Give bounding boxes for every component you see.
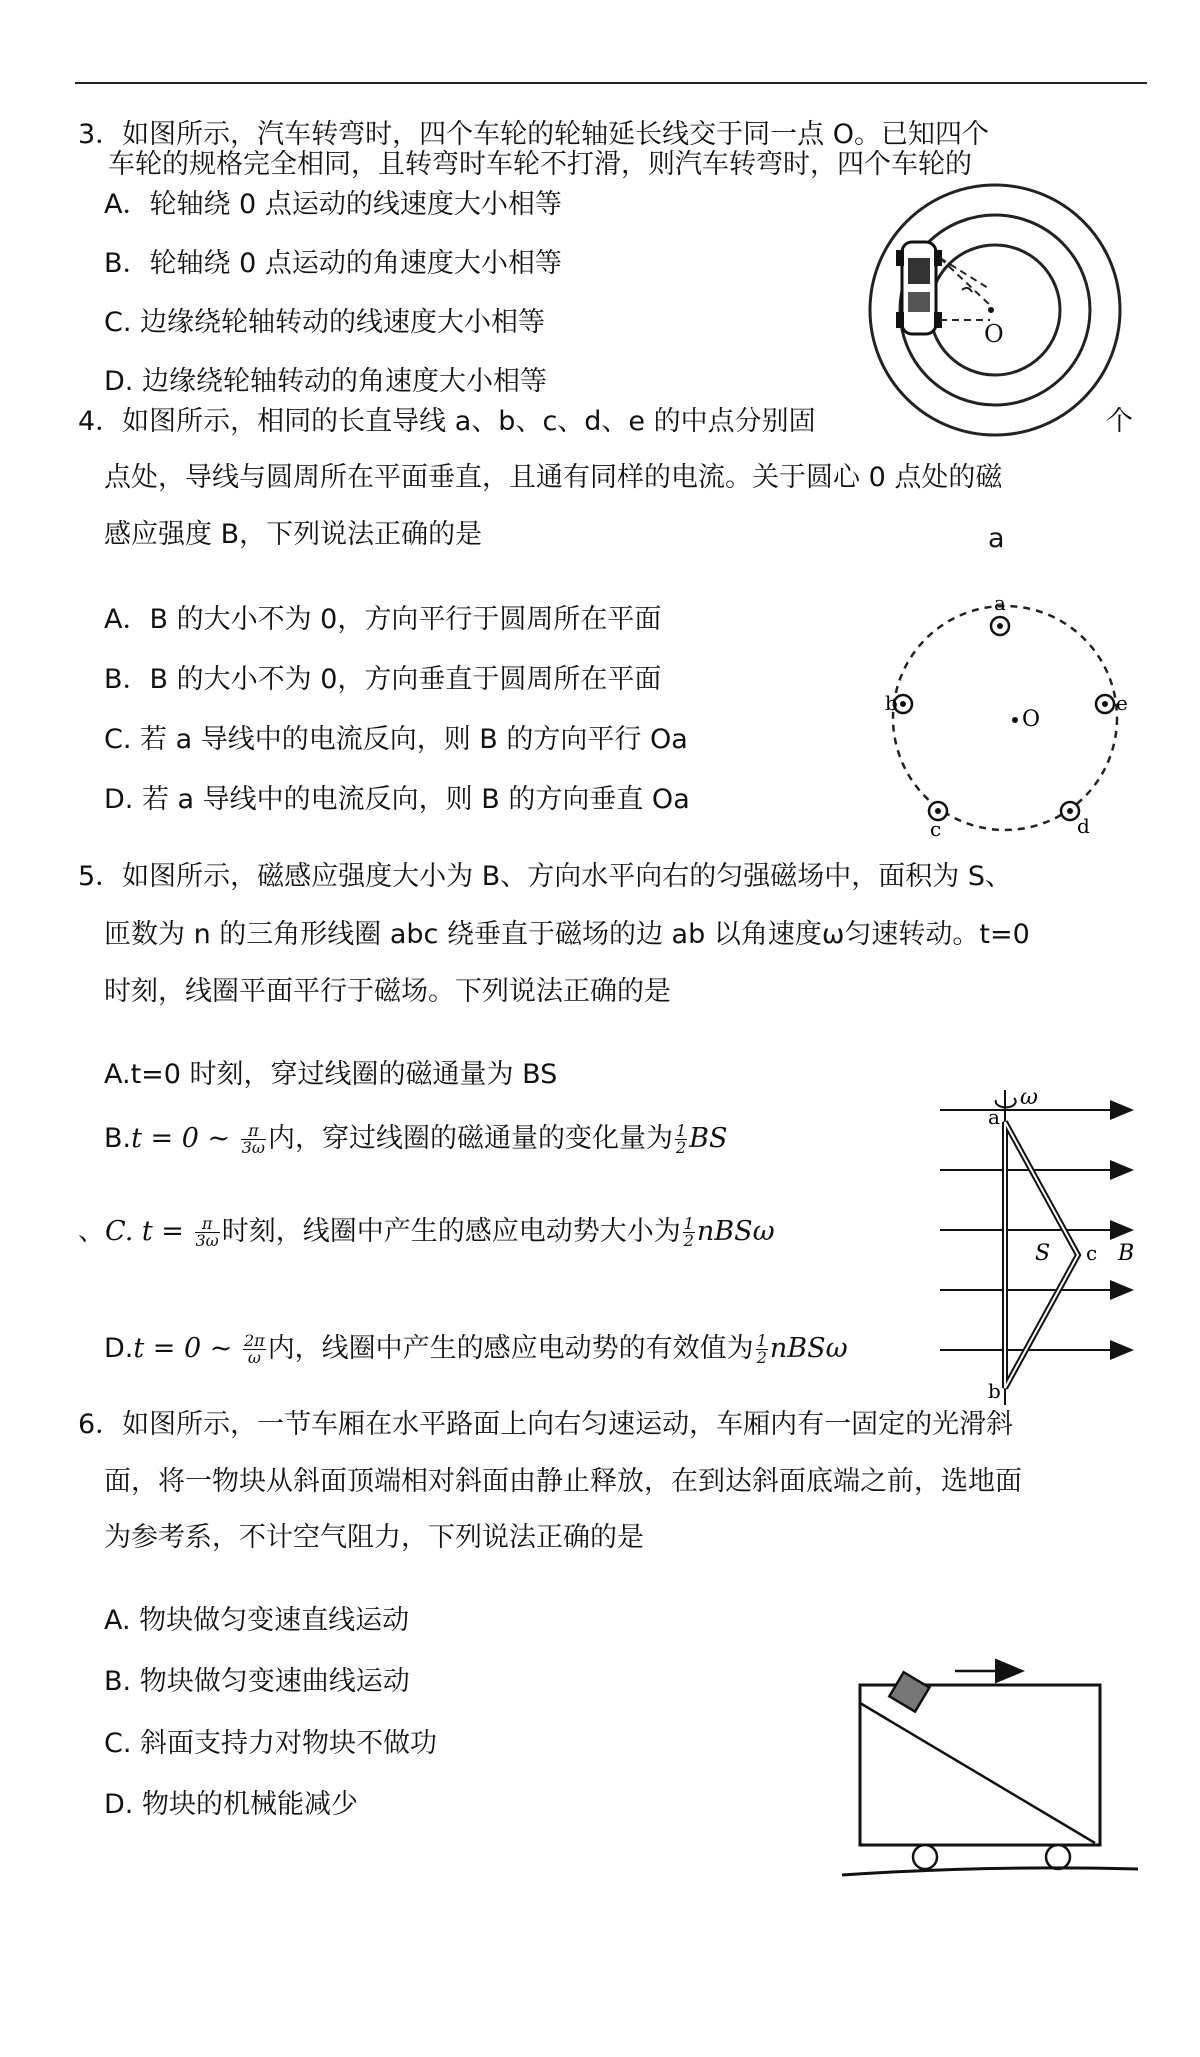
q6-carriage-incline-figure [840,1655,1140,1885]
q3-option-d: D. 边缘绕轮轴转动的角速度大小相等 [104,366,547,397]
q5-stem-line1: 5．如图所示，磁感应强度大小为 B、方向水平向右的匀强磁场中，面积为 S、 [78,861,1013,892]
q5-option-c-prefix: 、 [78,1216,105,1247]
label-b-field: B [1118,1241,1135,1266]
q5-option-c [78,1215,775,1249]
label-e: e [1116,691,1128,715]
q5-coil-field-figure [930,1080,1140,1410]
q5-stem-line3: 时刻，线圈平面平行于磁场。下列说法正确的是 [104,976,671,1007]
q4-option-d: D. 若 a 导线中的电流反向，则 B 的方向垂直 Oa [104,784,690,815]
q6-stem-line2: 面，将一物块从斜面顶端相对斜面由静止释放，在到达斜面底端之前，选地面 [104,1466,1022,1497]
q5-option-c-half [683,1216,695,1249]
q4-option-b: B．B 的大小不为 0，方向垂直于圆周所在平面 [104,664,662,695]
q5-option-d-fraction [243,1333,266,1366]
block-on-incline [889,1672,929,1711]
fraction-numerator: 2π [243,1331,265,1350]
center-point-o [988,307,994,313]
q3-car-turning-figure [860,180,1130,440]
label-c: c [1086,1241,1098,1265]
q6-stem-line3: 为参考系，不计空气阻力，下列说法正确的是 [104,1522,644,1553]
half-numerator: 1 [683,1214,694,1233]
q4-stem-line3: 感应强度 B，下列说法正确的是 [104,519,483,550]
wire-a [991,617,1009,635]
q5-option-d-text: 内，线圈中产生的感应电动势的有效值为 [267,1333,754,1364]
q4-stem-line2: 点处，导线与圆周所在平面垂直，且通有同样的电流。关于圆心 0 点处的磁 [104,462,1003,493]
car-top-view [896,242,942,334]
magnetic-field-lines [940,1110,1130,1350]
fraction-numerator: π [195,1216,220,1233]
q5-option-d-math-lead: t = 0 ~ [133,1333,241,1364]
q5-option-b-math-tail: BS [689,1123,728,1154]
q5-option-d-half [756,1333,768,1366]
q4-stem-line1: 4．如图所示，相同的长直导线 a、b、c、d、e 的中点分别固 [78,406,816,437]
label-o: O [984,320,1004,348]
label-omega: ω [1020,1085,1038,1110]
label-o: O [1022,707,1041,732]
label-s: S [1035,1241,1051,1266]
angle-mark [962,288,972,292]
q6-option-b: B. 物块做匀变速曲线运动 [104,1666,410,1697]
q5-option-b [104,1122,727,1156]
ground-line [842,1868,1138,1875]
q5-option-b-math-lead: t = 0 ~ [131,1123,239,1154]
q5-option-d [104,1332,848,1366]
q5-stem-line2: 匝数为 n 的三角形线圈 abc 绕垂直于磁场的边 ab 以角速度ω匀速转动。t=0 [104,919,1030,950]
q5-option-b-fraction [241,1123,266,1156]
half-denominator: 2 [756,1348,767,1367]
half-numerator: 1 [756,1331,767,1350]
q5-option-a: A.t=0 时刻，穿过线圈的磁通量为 BS [104,1059,558,1090]
carriage-body [860,1685,1100,1845]
q5-option-c-math-tail: nBSω [696,1216,775,1247]
label-d: d [1077,814,1090,838]
q4-option-c: C. 若 a 导线中的电流反向，则 B 的方向平行 Oa [104,724,688,755]
q6-option-a: A. 物块做匀变速直线运动 [104,1605,410,1636]
fraction-numerator: π [241,1123,266,1140]
q4-option-a: A．B 的大小不为 0，方向平行于圆周所在平面 [104,604,662,635]
label-b: b [988,1379,1001,1403]
label-a: a [988,1105,1000,1129]
front-wheel [1046,1845,1070,1869]
fraction-denominator: 3ω [195,1231,219,1250]
fraction-denominator: 3ω [241,1138,265,1157]
header-rule [75,82,1147,84]
q5-option-d-prefix: D. [104,1333,134,1364]
label-b: b [885,691,898,715]
inner-track-circle [930,245,1060,375]
center-point-o [1012,717,1018,723]
q3-stem-line2: 车轮的规格完全相同，且转弯时车轮不打滑，则汽车转弯时，四个车轮的 [108,149,972,180]
rear-wheel [913,1845,937,1869]
fraction-denominator: ω [247,1348,261,1367]
q3-option-a: A．轮轴绕 0 点运动的线速度大小相等 [104,189,562,220]
q6-option-c: C. 斜面支持力对物块不做功 [104,1728,438,1759]
q5-option-d-math-tail: nBSω [769,1333,848,1364]
q5-option-b-text: 内，穿过线圈的磁通量的变化量为 [267,1123,673,1154]
half-denominator: 2 [683,1231,694,1250]
half-denominator: 2 [675,1138,687,1157]
q5-option-c-text: 时刻，线圈中产生的感应电动势大小为 [221,1216,681,1247]
q4-wires-circle-figure [875,590,1135,840]
q3-stem-line1: 3．如图所示，汽车转弯时，四个车轮的轮轴延长线交于同一点 O。已知四个 [78,119,990,150]
label-c: c [930,817,942,840]
q5-option-c-fraction [195,1216,220,1249]
q4-stray-label-a: a [988,523,1005,554]
q6-stem-line1: 6．如图所示，一节车厢在水平路面上向右匀速运动，车厢内有一固定的光滑斜 [78,1409,1014,1440]
label-a: a [994,591,1006,615]
wire-e [1096,695,1114,713]
half-numerator: 1 [675,1121,687,1140]
incline-surface [860,1703,1095,1843]
q5-option-b-prefix: B. [104,1123,132,1154]
dashed-circle [893,606,1117,830]
q3-option-c: C. 边缘绕轮轴转动的线速度大小相等 [104,307,546,338]
q6-option-d: D. 物块的机械能减少 [104,1789,358,1820]
q4-stem-line1-tail: 个 [1106,406,1133,437]
q5-option-c-math-lead: C. t = [105,1216,193,1247]
q5-option-b-half [675,1123,687,1156]
q3-option-b: B．轮轴绕 0 点运动的角速度大小相等 [104,248,562,279]
